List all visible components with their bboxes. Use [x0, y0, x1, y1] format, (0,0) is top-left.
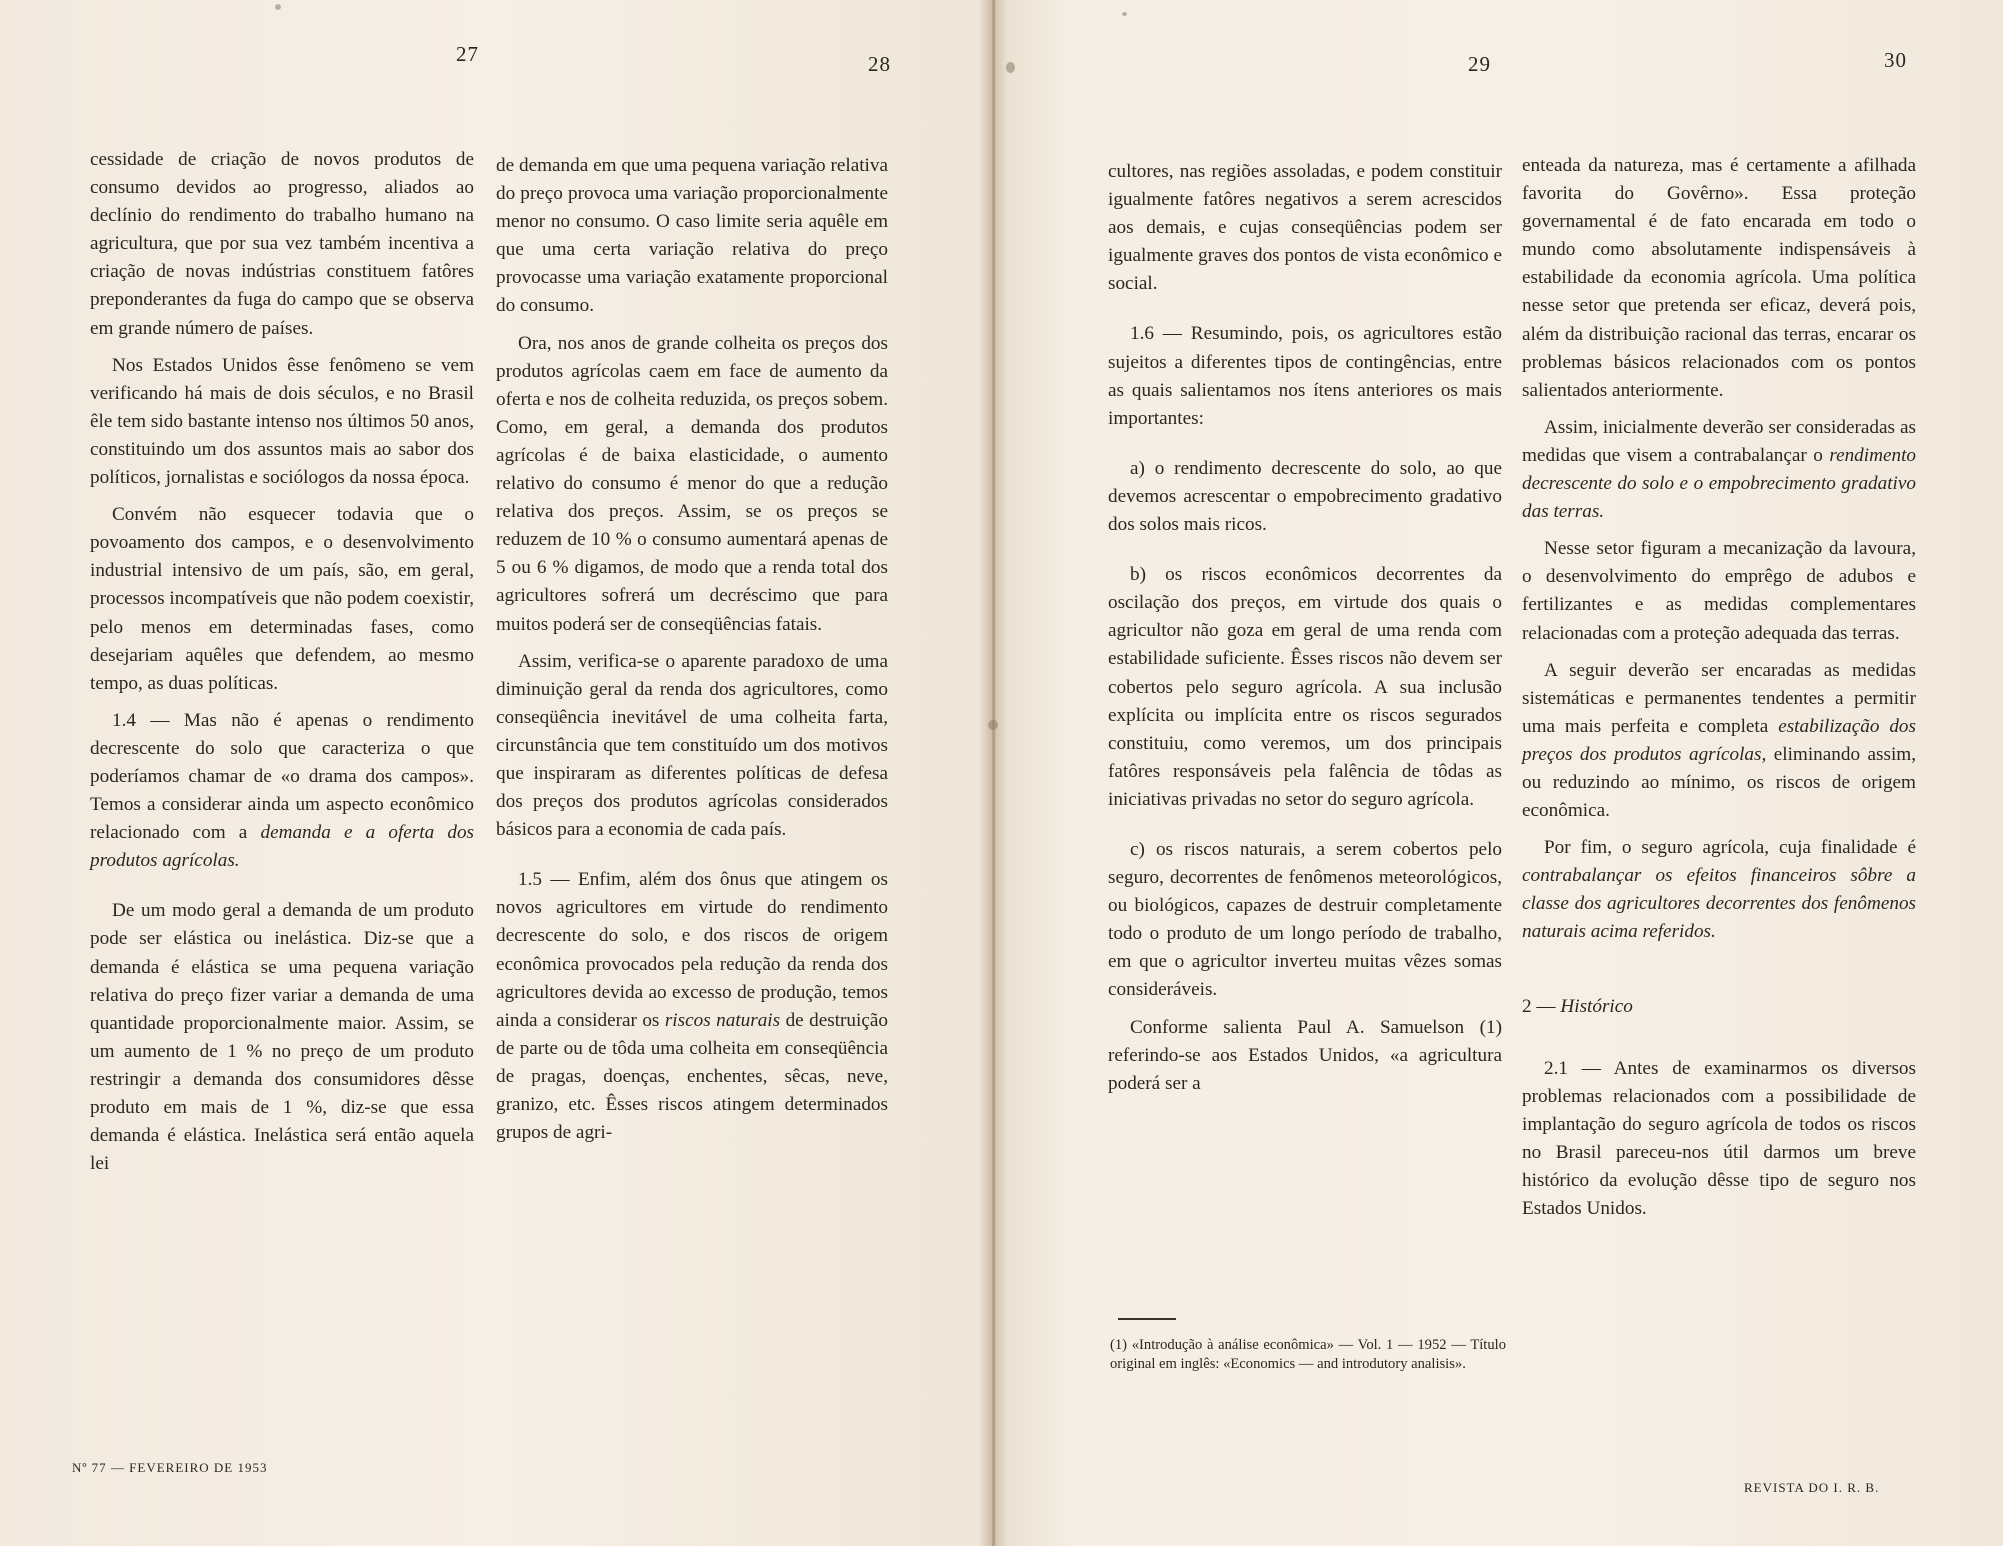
- paper-speck: [1122, 12, 1127, 16]
- paragraph: [90, 707, 474, 876]
- paragraph: enteada da natureza, mas é certamente a afilhada favorita do Govêrno». Essa proteção governamental é de fato encarada em todo o mundo como absolutamente indispensáveis à estabilidade da economia agrícola. Uma política nesse setor que pretenda ser eficaz, deverá pois, além da distribuição racional das terras, encarar os problemas básicos relacionados com os pontos salientados anteriormente.: [1522, 155, 1916, 401]
- page-number-30: 30: [1884, 48, 1907, 72]
- paragraph: Assim, verifica-se o aparente paradoxo de uma diminuição geral da renda dos agricultores, como conseqüência inevitável de uma colheita farta, circunstância que tem constituído um dos motivos que inspiraram as diferentes políticas de defesa dos preços dos produtos agrícolas considerados básicos para a economia de cada país.: [496, 650, 888, 841]
- paragraph: Conforme salienta Paul A. Samuelson (1) referindo-se aos Estados Unidos, «a agricultura poderá ser a: [1108, 1016, 1502, 1094]
- paragraph-text: 1.5 — Enfim, além dos ônus que atingem os novos agricultores em virtude do rendimento decrescente do solo, e dos riscos de origem econômica provocados pela redução da renda dos agricultores devida ao excesso de produção, temos ainda a considerar os: [496, 869, 888, 1031]
- italic-phrase: demanda e a oferta dos produtos agrícolas.: [90, 822, 475, 872]
- paragraph: [1522, 657, 1916, 826]
- page-30-column: [1522, 152, 1916, 1223]
- book-gutter: [978, 0, 1008, 1546]
- italic-phrase: contrabalançar os efeitos financeiros sôbre a classe dos agricultores decorrentes dos fenômenos naturais acima referidos.: [1522, 865, 1916, 943]
- paragraph-text: 1.4 — Mas não é apenas o rendimento decrescente do solo que caracteriza o que poderíamos chamar de «o drama dos campos». Temos a considerar ainda um aspecto econômico relacionado com a: [90, 709, 474, 844]
- list-item-a: a) o rendimento decrescente do solo, ao que devemos acrescentar o empobrecimento gradativo dos solos mais ricos.: [1108, 457, 1502, 536]
- footnote-divider: [1118, 1318, 1176, 1320]
- paragraph-text: de destruição de parte ou de tôda uma colheita em conseqüência de pragas, doenças, enchentes, sêcas, neve, granizo, etc. Êsses riscos atingem determinados grupos de agri-: [496, 1009, 888, 1144]
- italic-phrase: rendimento decrescente do solo e o empobrecimento gradativo das terras.: [1522, 444, 1916, 523]
- italic-phrase: riscos naturais: [664, 1009, 781, 1031]
- paragraph: 2.1 — Antes de examinarmos os diversos problemas relacionados com a possibilidade de implantação do seguro agrícola de todos os riscos no Brasil pareceu-nos útil darmos um breve histórico da evolução dêsse tipo de seguro nos Estados Unidos.: [1522, 1057, 1916, 1220]
- page-number-27: 27: [456, 42, 479, 66]
- paragraph-text: A seguir deverão ser encaradas as medidas sistemáticas e permanentes tendentes a permitir uma mais perfeita e completa: [1522, 659, 1916, 737]
- paragraph: cessidade de criação de novos produtos de consumo devidos ao progresso, aliados ao declínio do rendimento do trabalho humano na agricultura, que por sua vez também incentiva a criação de novas indústrias constituem fatôres preponderantes da fuga do campo que se observa em grande número de países.: [90, 149, 474, 339]
- list-item-c: c) os riscos naturais, a serem cobertos pelo seguro, decorrentes de fenômenos meteorológicos, ou biológicos, capazes de destruir completamente todo o produto de um longo período de trabalho, em que o agricultor inverteu muitas vêzes somas consideráveis.: [1108, 838, 1502, 1001]
- paper-speck: [1006, 62, 1015, 73]
- paragraph-text: Por fim, o seguro agrícola, cuja finalidade é: [1544, 837, 1916, 859]
- italic-phrase: estabilização dos preços dos produtos agrícolas,: [1522, 715, 1916, 765]
- paragraph: Nesse setor figuram a mecanização da lavoura, o desenvolvimento do emprêgo de adubos e fertilizantes e as medidas complementares relacionadas com a proteção adequada das terras.: [1522, 538, 1916, 644]
- paragraph: [496, 866, 888, 1147]
- page-footer-journal: REVISTA DO I. R. B.: [1744, 1480, 1880, 1495]
- page-28-column: [496, 152, 888, 1147]
- paragraph-text: eliminando assim, ou reduzindo ao mínimo, os riscos de origem econômica.: [1522, 743, 1916, 822]
- page-29-column: [1108, 158, 1502, 1098]
- section-number: 2 —: [1522, 995, 1556, 1017]
- paragraph: De um modo geral a demanda de um produto pode ser elástica ou inelástica. Diz-se que a demanda é elástica se uma pequena variação relativa do preço fizer variar a demanda de uma quantidade proporcionalmente maior. Assim, se um aumento de 1 % no preço de um produto restringir a demanda dos consumidores dêsse produto em mais de 1 %, diz-se que essa demanda é elástica. Inelástica será então aquela lei: [90, 900, 474, 1175]
- paper-speck: [275, 4, 281, 10]
- paragraph: Convém não esquecer todavia que o povoamento dos campos, e o desenvolvimento industrial intensivo de um país, são, em geral, processos incompatíveis que não podem coexistir, pelo menos em determinadas fases, como desejariam aquêles que defendem, ao mesmo tempo, as duas políticas.: [90, 504, 474, 694]
- paragraph-text: Assim, inicialmente deverão ser consideradas as medidas que visem a contrabalançar o: [1522, 416, 1916, 466]
- paragraph: [1522, 414, 1916, 526]
- page-number-28: 28: [868, 52, 891, 76]
- footnote: (1) «Introdução à análise econômica» — Vol. 1 — 1952 — Título original em inglês: «Economics — and introdutory analisis».: [1110, 1337, 1506, 1372]
- paragraph: 1.6 — Resumindo, pois, os agricultores estão sujeitos a diferentes tipos de contingências, entre as quais salientamos nos ítens anteriores os mais importantes:: [1108, 323, 1502, 429]
- page-number-29: 29: [1468, 52, 1491, 76]
- paragraph: de demanda em que uma pequena variação relativa do preço provoca uma variação proporcionalmente menor no consumo. O caso limite seria aquêle em que uma certa variação relativa do preço provocasse uma variação exatamente proporcional do consumo.: [496, 155, 888, 317]
- list-item-b: b) os riscos econômicos decorrentes da oscilação dos preços, em virtude dos quais o agricultor não goza em geral de uma renda com estabilidade suficiente. Êsses riscos não devem ser cobertos pelo seguro agrícola. A sua inclusão explícita ou implícita entre os riscos segurados constituiu, como veremos, um dos principais fatôres responsáveis pela falência de tôdas as iniciativas privadas no setor do seguro agrícola.: [1108, 564, 1502, 810]
- page-footer-issue: Nº 77 — FEVEREIRO DE 1953: [72, 1460, 268, 1475]
- section-title: Histórico: [1560, 995, 1633, 1017]
- page-27-column: [90, 146, 474, 1178]
- paragraph: Ora, nos anos de grande colheita os preços dos produtos agrícolas caem em face de aumento da oferta e nos de colheita reduzida, os preços sobem. Como, em geral, a demanda dos produtos agrícolas é de baixa elasticidade, o aumento relativo do consumo é menor do que a redução relativa dos preços. Assim, se os preços se reduzem de 10 % o consumo aumentará apenas de 5 ou 6 % digamos, de modo que a renda total dos agricultores sofrerá um decréscimo que para muitos poderá ser de conseqüências fatais.: [496, 332, 888, 635]
- section-heading: [1522, 993, 1916, 1021]
- paragraph: cultores, nas regiões assoladas, e podem constituir igualmente fatôres negativos a serem acrescidos aos demais, e cujas conseqüências podem ser igualmente graves dos pontos de vista econômico e social.: [1108, 161, 1502, 295]
- paper-speck: [988, 720, 998, 730]
- paragraph: Nos Estados Unidos êsse fenômeno se vem verificando há mais de dois séculos, e no Brasil êle tem sido bastante intenso nos últimos 50 anos, constituindo um dos assuntos mais ao sabor dos políticos, jornalistas e sociólogos da nossa época.: [90, 354, 474, 489]
- paragraph: [1522, 834, 1916, 946]
